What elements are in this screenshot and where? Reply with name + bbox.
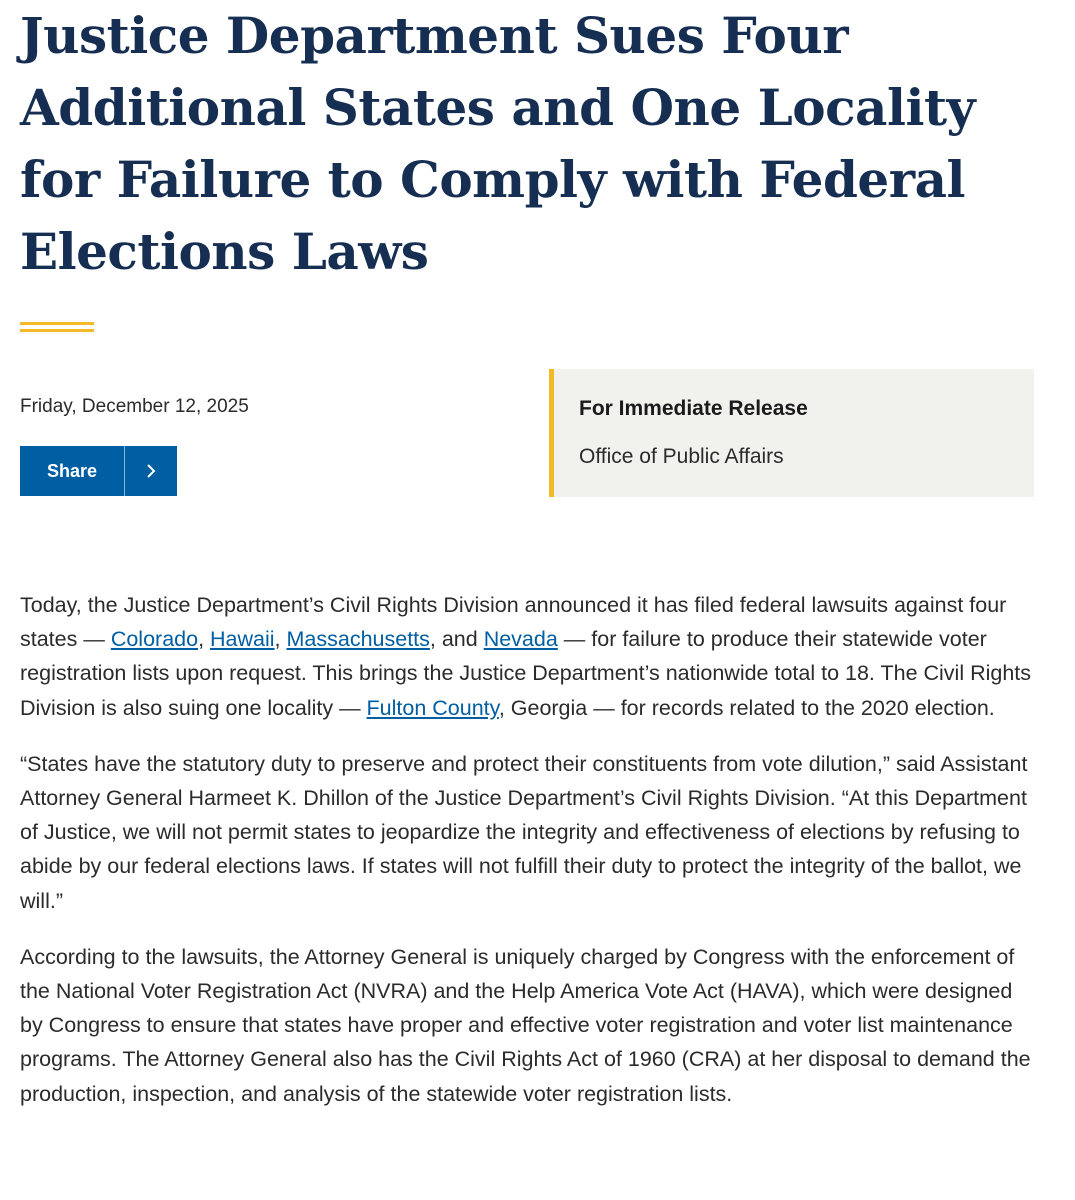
release-info-box xyxy=(549,369,1034,497)
link-hawaii[interactable]: Hawaii xyxy=(210,627,275,652)
accent-line-top xyxy=(20,322,94,325)
release-office: Office of Public Affairs xyxy=(579,445,784,468)
paragraph-text: Today, the Justice Department’s Civil Rights Division announced it has filed federal lawsuits against four states — xyxy=(20,593,1007,652)
paragraph-text: — for failure to produce their statewide voter registration lists upon request. This brings the Justice Department’s nationwide total to 18. The Civil Rights Division is also suing one locality — xyxy=(20,627,1032,720)
paragraph-1 xyxy=(20,588,1040,725)
paragraph-text: , and xyxy=(429,627,484,652)
title-accent-rule xyxy=(20,322,94,332)
link-colorado[interactable]: Colorado xyxy=(110,627,199,652)
publish-date: Friday, December 12, 2025 xyxy=(20,396,249,417)
press-release-page xyxy=(20,0,1060,1106)
paragraph-text: , xyxy=(198,627,211,652)
accent-line-bottom xyxy=(20,329,94,332)
link-massachusetts[interactable]: Massachusetts xyxy=(286,627,430,652)
link-nevada[interactable]: Nevada xyxy=(483,627,558,652)
paragraph-3: According to the lawsuits, the Attorney General is uniquely charged by Congress with the enforcement of the National Voter Registration Act (NVRA) and the Help America Vote Act (HAVA), which were designed by Congress to ensure that states have proper and effective voter registration and voter list maintenance programs. The Attorney General also has the Civil Rights Act of 1960 (CRA) at her disposal to demand the production, inspection, and analysis of the statewide voter registration lists. xyxy=(20,944,1031,1106)
share-button-label: Share xyxy=(46,460,98,481)
paragraph-text: , Georgia — for records related to the 2020 election. xyxy=(498,695,995,720)
chevron-right-icon xyxy=(125,463,177,479)
link-fulton-county[interactable]: Fulton County xyxy=(366,695,499,720)
page-title: Justice Department Sues Four Additional States and One Locality for Failure to Comply with Federal Elections Laws xyxy=(20,6,976,281)
article-body xyxy=(20,588,1040,1133)
paragraph-2: “States have the statutory duty to preserve and protect their constituents from vote dilution,” said Assistant Attorney General Harmeet K. Dhillon of the Justice Department’s Civil Rights Division. “At this Department of Justice, we will not permit states to jeopardize the integrity and effectiveness of elections by refusing to abide by our federal elections laws. If states will not fulfill their duty to protect the integrity of the ballot, we will.” xyxy=(20,751,1028,913)
paragraph-text: , xyxy=(274,627,287,652)
share-button[interactable] xyxy=(20,446,177,496)
release-label: For Immediate Release xyxy=(579,397,808,420)
